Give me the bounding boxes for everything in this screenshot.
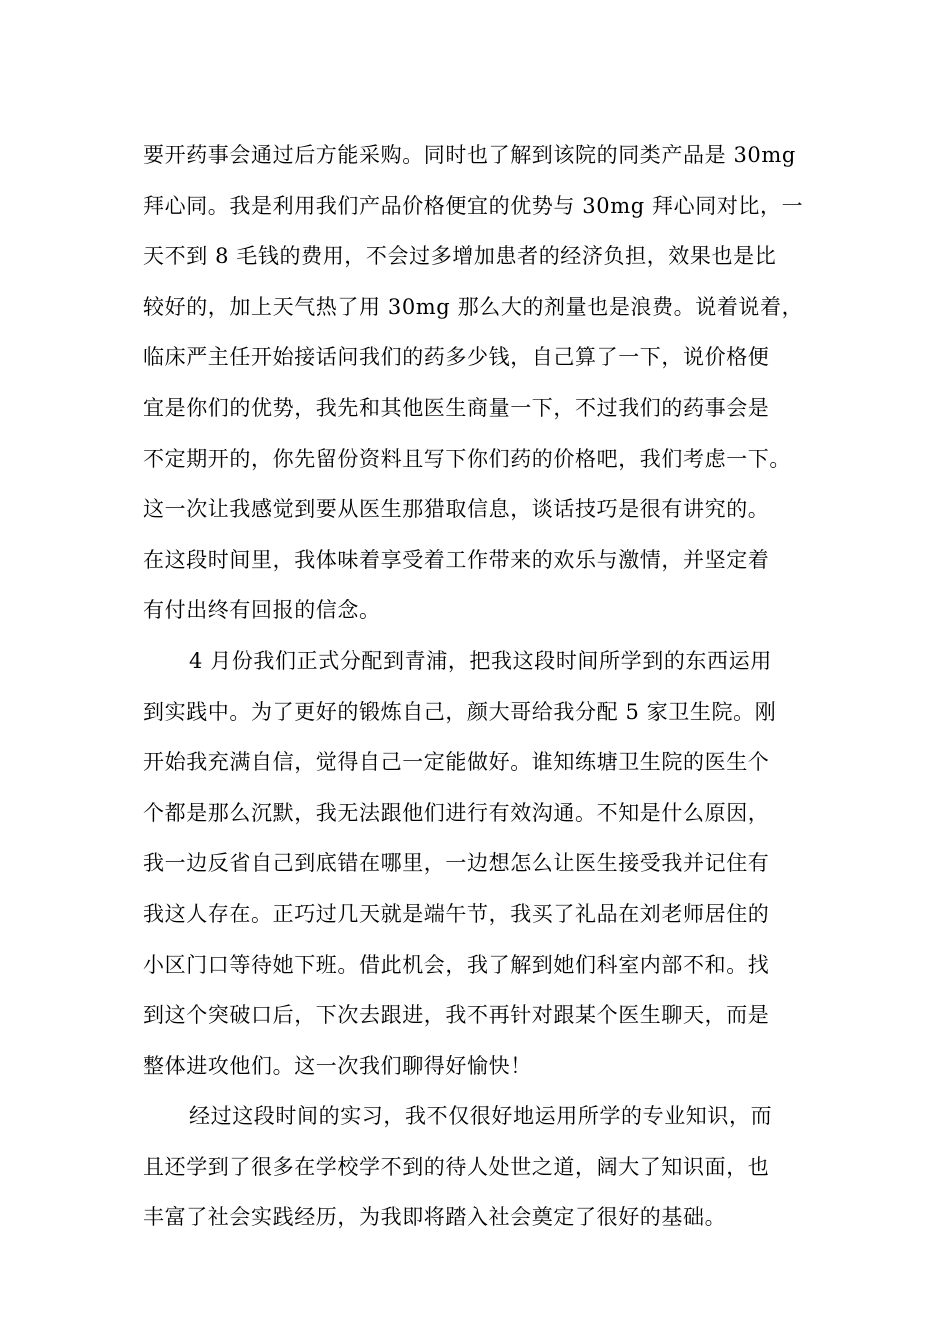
text-line: 我一边反省自己到底错在哪里，一边想怎么让医生接受我并记住有	[143, 851, 770, 876]
text-line: 这一次让我感觉到要从医生那猎取信息，谈话技巧是很有讲究的。	[143, 497, 770, 522]
text-line: 不定期开的，你先留份资料且写下你们药的价格吧，我们考虑一下。	[143, 446, 791, 471]
document-body	[143, 130, 823, 1243]
text-line: 且还学到了很多在学校学不到的待人处世之道，阔大了知识面，也	[143, 1154, 770, 1179]
text-line: 要开药事会通过后方能采购。同时也了解到该院的同类产品是 30mg	[143, 143, 796, 167]
text-line: 个都是那么沉默，我无法跟他们进行有效沟通。不知是什么原因，	[143, 800, 770, 825]
text-line: 经过这段时间的实习，我不仅很好地运用所学的专业知识，而	[189, 1104, 773, 1129]
text-line: 有付出终有回报的信念。	[143, 598, 381, 623]
text-line: 丰富了社会实践经历，为我即将踏入社会奠定了很好的基础。	[143, 1205, 727, 1230]
text-line: 宜是你们的优势，我先和其他医生商量一下，不过我们的药事会是	[143, 395, 770, 420]
text-line: 拜心同。我是利用我们产品价格便宜的优势与 30mg 拜心同对比，一	[143, 193, 804, 218]
text-line: 我这人存在。正巧过几天就是端午节，我买了礼品在刘老师居住的	[143, 901, 770, 926]
text-line: 到实践中。为了更好的锻炼自己，颜大哥给我分配 5 家卫生院。刚	[143, 699, 777, 724]
text-line: 到这个突破口后，下次去跟进，我不再针对跟某个医生聊天，而是	[143, 1003, 770, 1028]
text-line: 4 月份我们正式分配到青浦，把我这段时间所学到的东西运用	[189, 648, 772, 673]
text-line: 较好的，加上天气热了用 30mg 那么大的剂量也是浪费。说着说着，	[143, 294, 804, 319]
text-line: 天不到 8 毛钱的费用，不会过多增加患者的经济负担，效果也是比	[143, 244, 777, 269]
text-line: 小区门口等待她下班。借此机会，我了解到她们科室内部不和。找	[143, 952, 770, 977]
text-line: 在这段时间里，我体味着享受着工作带来的欢乐与激情，并坚定着	[143, 547, 770, 572]
text-line: 开始我充满自信，觉得自己一定能做好。谁知练塘卫生院的医生个	[143, 750, 770, 775]
text-line: 整体进攻他们。这一次我们聊得好愉快！	[143, 1053, 532, 1078]
text-line: 临床严主任开始接话问我们的药多少钱，自己算了一下，说价格便	[143, 345, 770, 370]
